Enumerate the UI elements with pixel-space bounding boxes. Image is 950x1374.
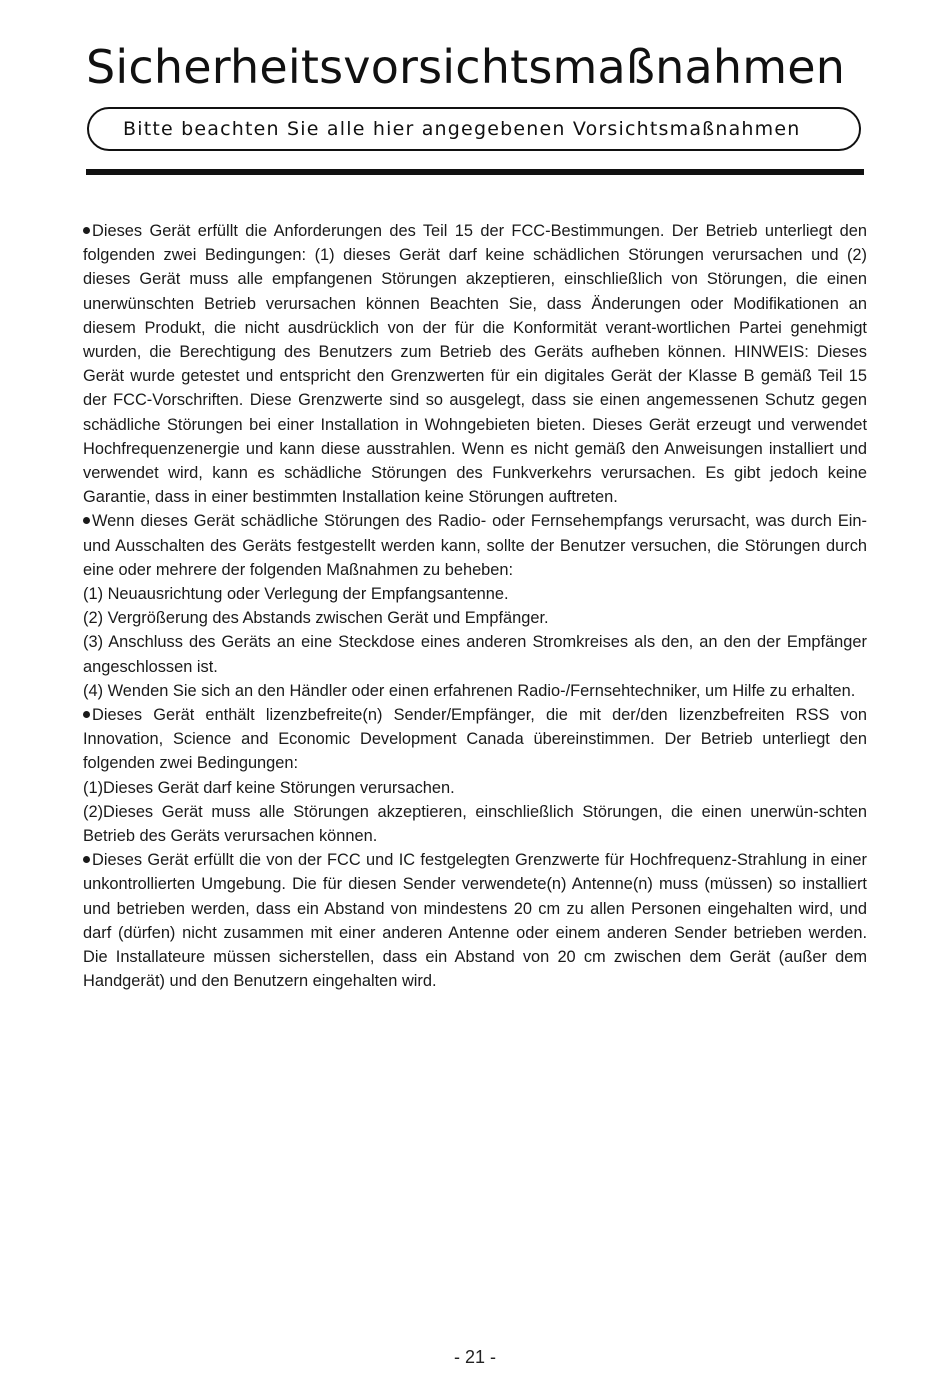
paragraph-rf-exposure: Dieses Gerät erfüllt die von der FCC und IC festgelegten Grenzwerte für Hochfrequenz-Strahlung in einer unkontrollierten Umgebung. Die für diesen Sender verwendete(n) Antenne(n) muss (müssen) so installiert und betrieben werden, dass ein Abstand von mindestens 20 cm zu allen Personen eingehalten wird, und darf (dürfen) nicht zusammen mit einer anderen Antenne oder einem anderen Sender betrieben werden. Die Installateure müssen sicherstellen, dass ein Abstand von 20 cm zwischen dem Gerät (außer dem Handgerät) und den Benutzern eingehalten wird.: [83, 851, 867, 991]
header-divider: [86, 169, 864, 175]
measure-item-4: (4) Wenden Sie sich an den Händler oder einen erfahrenen Radio-/Fernsehtechniker, um Hilfe zu erhalten.: [83, 681, 856, 700]
bullet-icon: [83, 227, 90, 234]
paragraph-fcc-part15: Dieses Gerät erfüllt die Anforderungen des Teil 15 der FCC-Bestimmungen. Der Betrieb unterliegt den folgenden zwei Bedingungen: (1) dieses Gerät darf keine schädlichen Störungen verursachen und (2) dieses Gerät muss alle empfangenen Störungen akzeptieren, einschließlich von Störungen, die einen unerwünschten Betrieb verursachen können Beachten Sie, dass Änderungen oder Modifikationen an diesem Produkt, die nicht ausdrücklich von der für die Konformität verant-wortlichen Partei genehmigt wurden, die Berechtigung des Benutzers zum Betrieb des Geräts aufheben können. HINWEIS: Dieses Gerät wurde getestet und entspricht den Grenzwerten für ein digitales Gerät der Klasse B gemäß Teil 15 der FCC-Vorschriften. Diese Grenzwerte sind so ausgelegt, dass sie einen angemessenen Schutz gegen schädliche Störungen bei einer Installation in Wohngebieten bieten. Dieses Gerät erzeugt und verwendet Hochfrequenzenergie und kann diese ausstrahlen. Wenn es nicht gemäß den Anweisungen installiert und verwendet wird, kann es schädliche Störungen des Funkverkehrs verursachen. Es gibt jedoch keine Garantie, dass in einer bestimmten Installation keine Störungen auftreten.: [83, 222, 867, 507]
subtitle-text: Bitte beachten Sie alle hier angegebenen Vorsichtsmaßnahmen: [123, 118, 801, 140]
bullet-icon: [83, 711, 90, 718]
bullet-icon: [83, 517, 90, 524]
measure-item-1: (1) Neuausrichtung oder Verlegung der Empfangsantenne.: [83, 585, 509, 604]
condition-item-2: (2)Dieses Gerät muss alle Störungen akzeptieren, einschließlich Störungen, die einen unerwün-schten Betrieb des Geräts verursachen können.: [83, 802, 867, 846]
bullet-icon: [83, 856, 90, 863]
page-number: - 21 -: [453, 1347, 496, 1367]
measure-item-2: (2) Vergrößerung des Abstands zwischen Gerät und Empfänger.: [83, 609, 549, 628]
measure-item-3: (3) Anschluss des Geräts an eine Steckdose eines anderen Stromkreises als den, an den der Empfänger angeschlossen ist.: [83, 633, 867, 676]
paragraph-ised: Dieses Gerät enthält lizenzbefreite(n) Sender/Empfänger, die mit der/den lizenzbefreiten RSS von Innovation, Science and Economic Development Canada übereinstimmen. Der Betrieb unterliegt den folgenden zwei Bedingungen:: [83, 706, 867, 773]
page-title: Sicherheitsvorsichtsmaßnahmen: [86, 40, 846, 94]
subtitle-banner: [87, 107, 861, 151]
condition-item-1: (1)Dieses Gerät darf keine Störungen verursachen.: [83, 778, 455, 797]
document-body: [83, 219, 867, 994]
paragraph-interference: Wenn dieses Gerät schädliche Störungen des Radio- oder Fernsehempfangs verursacht, was durch Ein- und Ausschalten des Geräts festgestellt werden kann, sollte der Benutzer versuchen, die Störungen durch eine oder mehrere der folgenden Maßnahmen zu beheben:: [83, 512, 867, 579]
